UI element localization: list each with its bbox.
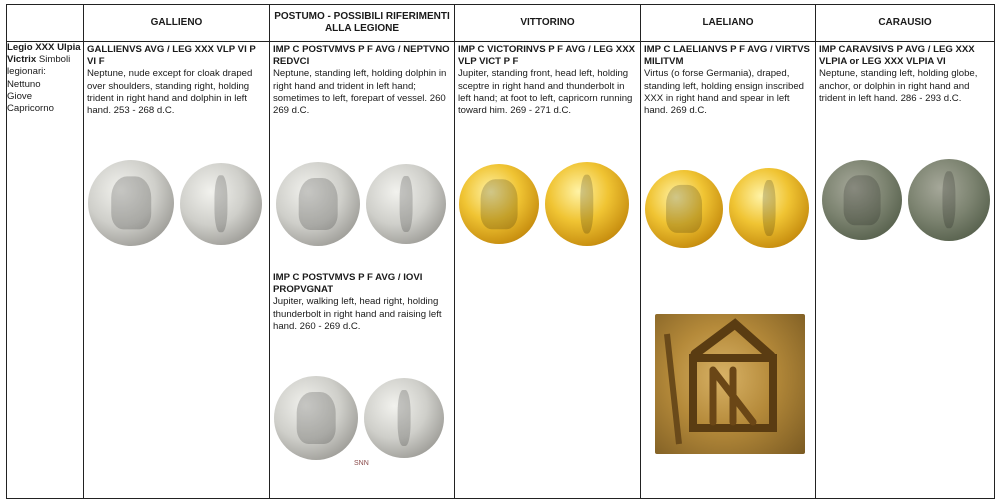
legion-coin-table (6, 4, 995, 499)
vittorino-cell (455, 42, 641, 499)
postumo-obverse-coin-1 (276, 162, 360, 246)
postumo-obverse-coin-2 (274, 376, 358, 460)
watermark-mark: SNN (354, 460, 369, 467)
carausio-coins (822, 160, 990, 241)
vittorino-obverse-coin (459, 164, 539, 244)
postumo-reverse-coin-1 (366, 164, 446, 244)
postumo-description-1: Neptune, standing left, holding dolphin in right hand and trident in left hand; sometimes to left, forepart of vessel. 260 269 d.C. (273, 68, 447, 117)
gallieno-legend: GALLIENVS AVG / LEG XXX VLP VI P VI F (87, 44, 256, 68)
gallieno-coins (88, 160, 262, 246)
content-row (7, 42, 995, 499)
postumo-reverse-coin-2 (364, 378, 444, 458)
postumo-description-2: Jupiter, walking left, head right, holding thunderbolt in right hand and raising left hand. 260 - 269 d.C. (273, 296, 442, 332)
symbol-nettuno: Nettuno (7, 78, 41, 90)
legion-cell (7, 42, 84, 499)
header-laeliano: LAELIANO (641, 5, 816, 42)
postumo-cell (270, 42, 455, 499)
gallieno-obverse-coin (88, 160, 174, 246)
header-carausio: CARAUSIO (816, 5, 995, 42)
header-empty (7, 5, 84, 42)
header-vittorino: VITTORINO (455, 5, 641, 42)
laeliano-cell (641, 42, 816, 499)
vittorino-reverse-coin (545, 162, 629, 246)
laeliano-coins (645, 170, 809, 248)
carausio-cell (816, 42, 995, 499)
gallieno-cell (84, 42, 270, 499)
symbol-capricorno: Capricorno (7, 103, 54, 115)
symbol-giove: Giove (7, 90, 33, 102)
legion-title: Legio XXX Ulpia Victrix (7, 42, 81, 66)
laeliano-reverse-coin (729, 168, 809, 248)
header-row (7, 5, 995, 42)
vittorino-description: Jupiter, standing front, head left, holding sceptre in right hand and thunderbolt in left hand; at foot to left, capricorn running toward him. 269 - 271 d.C. (458, 68, 633, 117)
header-postumo: POSTUMO - POSSIBILI RIFERIMENTI ALLA LEGIONE (270, 5, 455, 42)
legion-symbols-label: Simboli legionari: (7, 54, 71, 78)
postumo-legend-2: IMP C POSTVMVS P F AVG / IOVI PROPVGNAT (273, 272, 423, 296)
gallieno-reverse-coin (180, 163, 262, 245)
laeliano-legend: IMP C LAELIANVS P F AVG / VIRTVS MILITVM (644, 44, 810, 68)
carausio-legend: IMP CARAVSIVS P AVG / LEG XXX VLPIA or LEG XXX VLPIA VI (819, 44, 975, 68)
gallieno-description: Neptune, nude except for cloak draped over shoulders, standing right, holding trident in right hand and dolphin in left hand. 253 - 268 d.C. (87, 68, 253, 117)
vittorino-coins (459, 164, 629, 246)
postumo-legend-1: IMP C POSTVMVS P F AVG / NEPTVNO REDVCI (273, 44, 450, 68)
laeliano-description: Virtus (o forse Germania), draped, standing left, holding ensign inscribed XXX in right hand and spear in left hand. 269 d.C. (644, 68, 805, 117)
carausio-description: Neptune, standing left, holding globe, anchor, or dolphin in right hand and trident in left hand. 286 - 293 d.C. (819, 68, 978, 104)
laeliano-obverse-coin (645, 170, 723, 248)
carausio-obverse-coin (822, 160, 902, 240)
header-gallieno: GALLIENO (84, 5, 270, 42)
vittorino-legend: IMP C VICTORINVS P F AVG / LEG XXX VLP VICT P F (458, 44, 635, 68)
postumo-coins-1 (276, 162, 446, 246)
postumo-coins-2 (274, 376, 444, 460)
carausio-reverse-coin (908, 159, 990, 241)
ensign-detail-image (655, 314, 805, 454)
